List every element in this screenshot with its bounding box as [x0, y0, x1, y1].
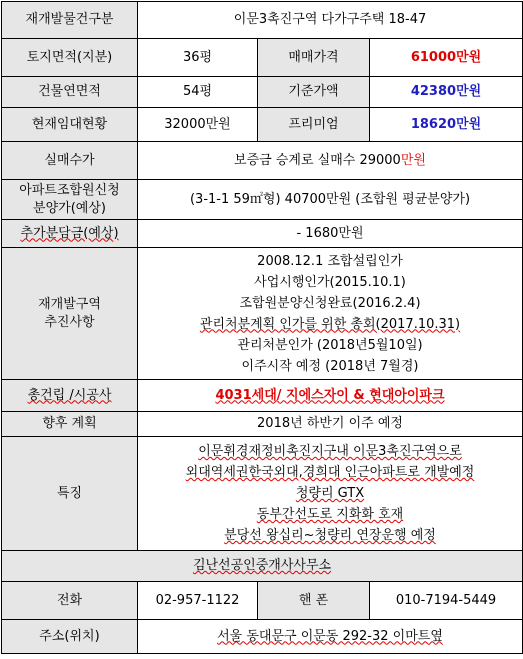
building-row	[2, 77, 523, 108]
actual-price-unit: 만원	[400, 152, 426, 168]
apartment-price-label-line1: 아파트조합원신청	[19, 182, 120, 198]
additional-payment-label	[2, 220, 138, 248]
additional-row	[2, 220, 523, 248]
actual-price-value	[138, 142, 523, 180]
future-plan-value: 2018년 하반기 이주 예정	[138, 412, 523, 437]
feature-item: 청량리 GTX	[295, 486, 365, 501]
actual-price-label: 실매수가	[2, 142, 138, 180]
progress-item: 사업시행인가(2015.10.1)	[254, 274, 406, 290]
feature-item: 외대역세권한국외대,경희대 인근아파트로 개발예정	[185, 465, 475, 480]
property-type-value: 이문3촉진구역 다가구주택 18-47	[138, 2, 523, 39]
total-units-value-text: 4031세대/ 지에스자이 & 현대아이파크	[215, 387, 445, 403]
address-value	[138, 620, 523, 654]
standard-value-value: 42380만원	[370, 77, 523, 108]
lease-row	[2, 108, 523, 142]
progress-item: 관리처분인가 (2018년5월10일)	[237, 337, 423, 353]
property-type-label: 재개발물건구분	[2, 2, 138, 39]
phone-label: 전화	[2, 582, 138, 620]
building-area-label: 건물연면적	[2, 77, 138, 108]
agency-name-text: 김난선공인중개사사무소	[192, 558, 332, 574]
features-label: 특징	[2, 437, 138, 551]
lease-status-value: 32000만원	[138, 108, 258, 142]
progress-item: 이주시작 예정 (2018년 7월경)	[241, 358, 419, 374]
feature-item: 동부간선도로 지화화 호재	[256, 507, 404, 522]
address-row	[2, 620, 523, 654]
lease-status-label: 현재임대현황	[2, 108, 138, 142]
premium-value: 18620만원	[370, 108, 523, 142]
sale-price-label: 매매가격	[258, 39, 370, 77]
apartment-row	[2, 180, 523, 220]
standard-value-label: 기준가액	[258, 77, 370, 108]
progress-label-line1: 재개발구역	[38, 296, 101, 312]
apartment-price-label-line2: 분양가(예상)	[33, 200, 106, 216]
apartment-price-label	[2, 180, 138, 220]
actual-price-row	[2, 142, 523, 180]
features-list	[138, 437, 523, 551]
total-units-value	[138, 380, 523, 412]
progress-list	[138, 248, 523, 380]
agency-row	[2, 551, 523, 582]
feature-item: 이문휘경재정비촉진지구내 이문3촉진구역으로	[198, 444, 462, 459]
additional-payment-label-text: 추가분담금(예상)	[20, 225, 119, 241]
land-area-label: 토지면적(지분)	[2, 39, 138, 77]
agency-name	[2, 551, 523, 582]
actual-price-prefix: 보증금 승계로 실매수 29000	[234, 152, 401, 168]
premium-label: 프리미엄	[258, 108, 370, 142]
plan-row	[2, 412, 523, 437]
progress-label	[2, 248, 138, 380]
total-row	[2, 380, 523, 412]
sale-price-value: 61000만원	[370, 39, 523, 77]
title-row	[2, 2, 523, 39]
progress-row	[2, 248, 523, 380]
phone-value: 02-957-1122	[138, 582, 258, 620]
feature-item: 분당선 왕십리~청량리 연장운행 예정	[224, 528, 436, 543]
future-plan-label: 향후 계획	[2, 412, 138, 437]
progress-item: 2008.12.1 조합설립인가	[257, 253, 403, 269]
progress-item: 관리처분계획 인가를 위한 총회(2017.10.31)	[199, 316, 461, 332]
land-area-value: 36평	[138, 39, 258, 77]
mobile-value: 010-7194-5449	[370, 582, 523, 620]
building-area-value: 54평	[138, 77, 258, 108]
address-value-text: 서울 동대문구 이문동 292-32 이마트옆	[217, 628, 443, 644]
address-label: 주소(위치)	[2, 620, 138, 654]
progress-label-line2: 추진사항	[44, 314, 95, 330]
progress-item: 조합원분양신청완료(2016.2.4)	[239, 295, 421, 311]
mobile-label: 핸 폰	[258, 582, 370, 620]
apartment-price-value: (3-1-1 59㎡형) 40700만원 (조합원 평균분양가)	[138, 180, 523, 220]
total-units-label-text: 총건립 /시공사	[27, 387, 112, 403]
contact-row	[2, 582, 523, 620]
land-row	[2, 39, 523, 77]
total-units-label	[2, 380, 138, 412]
additional-payment-value: - 1680만원	[138, 220, 523, 248]
features-row	[2, 437, 523, 551]
listing-table	[1, 1, 523, 654]
